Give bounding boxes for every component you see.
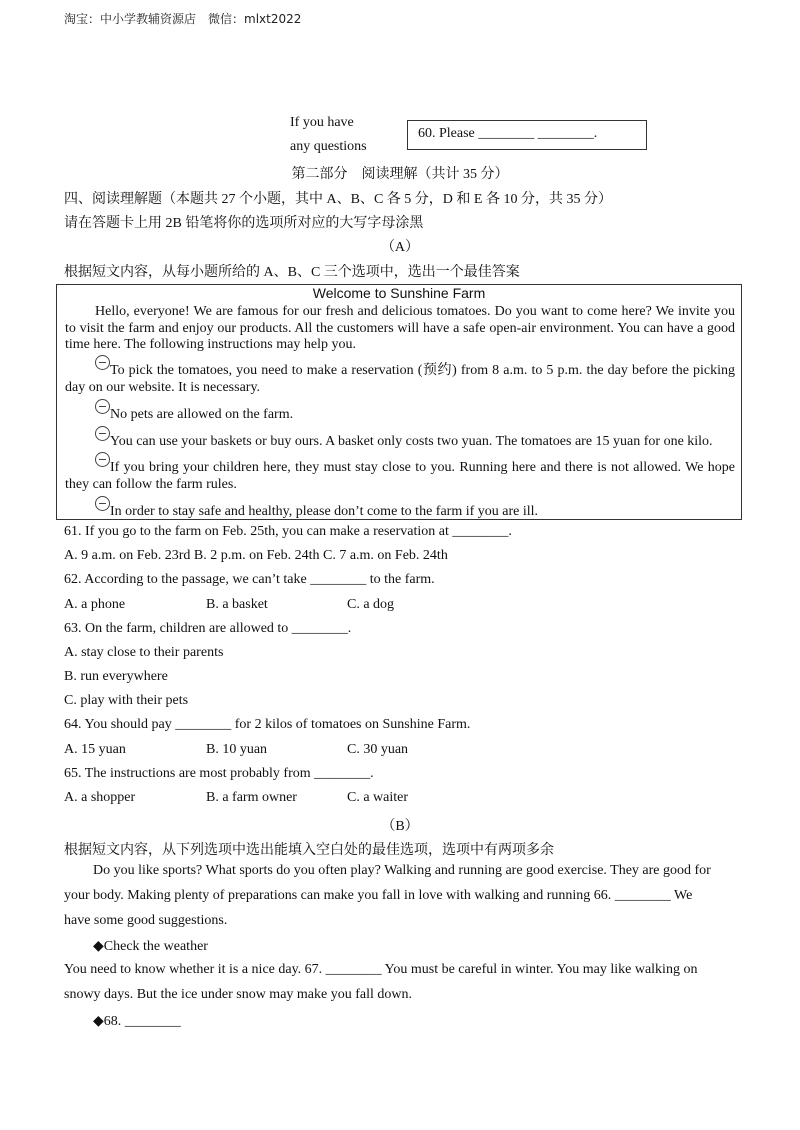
question-62-option-a: A. a phone [64, 597, 126, 612]
question-63-option-b: B. run everywhere [64, 669, 168, 684]
question-61-options: A. 9 a.m. on Feb. 23rd B. 2 p.m. on Feb. 24th C. 7 a.m. on Feb. 24th [64, 548, 448, 563]
question-64-option-c: C. 30 yuan [347, 742, 409, 757]
question-63-option-c: C. play with their pets [64, 693, 189, 708]
smiley-icon [95, 496, 110, 511]
question-61: 61. If you go to the farm on Feb. 25th, you can make a reservation at ________. [64, 524, 512, 539]
section-b-label: （B） [381, 819, 419, 834]
section-b-heading-weather: ◆Check the weather [93, 939, 208, 954]
question-65-option-c: C. a waiter [347, 790, 409, 805]
rule-item [65, 355, 735, 396]
section-b-paragraph-2-line-1: You need to know whether it is a nice day. 67. ________ You must be careful in winter. You may like walking on [64, 962, 698, 977]
question-65-option-a: A. a shopper [64, 790, 136, 805]
question-64-option-b: B. 10 yuan [206, 742, 268, 757]
question-62-option-b: B. a basket [206, 597, 268, 612]
section-b-instruction: 根据短文内容，从下列选项中选出能填入空白处的最佳选项，选项中有两项多余 [64, 843, 554, 858]
section-a-label: （A） [380, 240, 420, 255]
section-b-paragraph-1-line-1: Do you like sports? What sports do you often play? Walking and running are good exercise. They are good for [93, 863, 711, 878]
section-a-instruction: 根据短文内容，从每小题所给的 A、B、C 三个选项中，选出一个最佳答案 [64, 265, 520, 280]
rule-item [65, 496, 735, 521]
smiley-icon [95, 452, 110, 467]
section-title: 第二部分 阅读理解（共计 35 分） [291, 167, 509, 182]
section-b-paragraph-1-line-2: your body. Making plenty of preparations can make you fall in love with walking and running 66. ________ We [64, 888, 693, 903]
question-65: 65. The instructions are most probably from ________. [64, 766, 374, 781]
part4-title: 四、阅读理解题（本题共 27 个小题，其中 A、B、C 各 5 分，D 和 E 各 10 分，共 35 分） [64, 192, 612, 207]
smiley-icon [95, 399, 110, 414]
farm-notice-title: Welcome to Sunshine Farm [312, 285, 486, 301]
smiley-icon [95, 426, 110, 441]
part4-instruction: 请在答题卡上用 2B 铅笔将你的选项所对应的大写字母涂黑 [64, 216, 424, 231]
rule-text: No pets are allowed on the farm. [110, 407, 294, 422]
rule-item [65, 452, 735, 493]
question-63: 63. On the farm, children are allowed to ________. [64, 621, 352, 636]
question-64: 64. You should pay ________ for 2 kilos of tomatoes on Sunshine Farm. [64, 717, 471, 732]
farm-intro [65, 304, 735, 354]
farm-notice-box [56, 284, 742, 520]
q60-lead-line-2: any questions [290, 139, 367, 154]
section-b-heading-68: ◆68. ________ [93, 1014, 181, 1029]
rule-text: To pick the tomatoes, you need to make a reservation (预约) from 8 a.m. to 5 p.m. the day before the picking day on our website. It is necessary. [65, 363, 735, 395]
question-64-option-a: A. 15 yuan [64, 742, 126, 757]
section-b-paragraph-1-line-3: have some good suggestions. [64, 913, 228, 928]
page-header: 淘宝：中小学教辅资源店 微信：mlxt2022 [64, 12, 302, 26]
rule-item [65, 426, 735, 451]
section-b-paragraph-2-line-2: snowy days. But the ice under snow may make you fall down. [64, 987, 412, 1002]
rule-text: If you bring your children here, they must stay close to you. Running here and there is not allowed. We hope they can follow the farm rules. [65, 460, 735, 492]
rule-item [65, 399, 735, 424]
q60-answer-box: 60. Please ________ ________. [407, 120, 647, 150]
question-62-option-c: C. a dog [347, 597, 395, 612]
question-65-option-b: B. a farm owner [206, 790, 297, 805]
q60-lead-line-1: If you have [290, 115, 354, 130]
smiley-icon [95, 355, 110, 370]
farm-intro-text: Hello, everyone! We are famous for our fresh and delicious tomatoes. Do you want to come here? We invite you to visit the farm and enjoy our products. All the customers will have a safe open-air environment. You can have a good time here. The following instructions may help you. [65, 304, 735, 352]
question-62: 62. According to the passage, we can’t take ________ to the farm. [64, 572, 435, 587]
question-63-option-a: A. stay close to their parents [64, 645, 224, 660]
rule-text: You can use your baskets or buy ours. A basket only costs two yuan. The tomatoes are 15 yuan for one kilo. [110, 434, 713, 449]
rule-text: In order to stay safe and healthy, please don’t come to the farm if you are ill. [110, 504, 539, 519]
